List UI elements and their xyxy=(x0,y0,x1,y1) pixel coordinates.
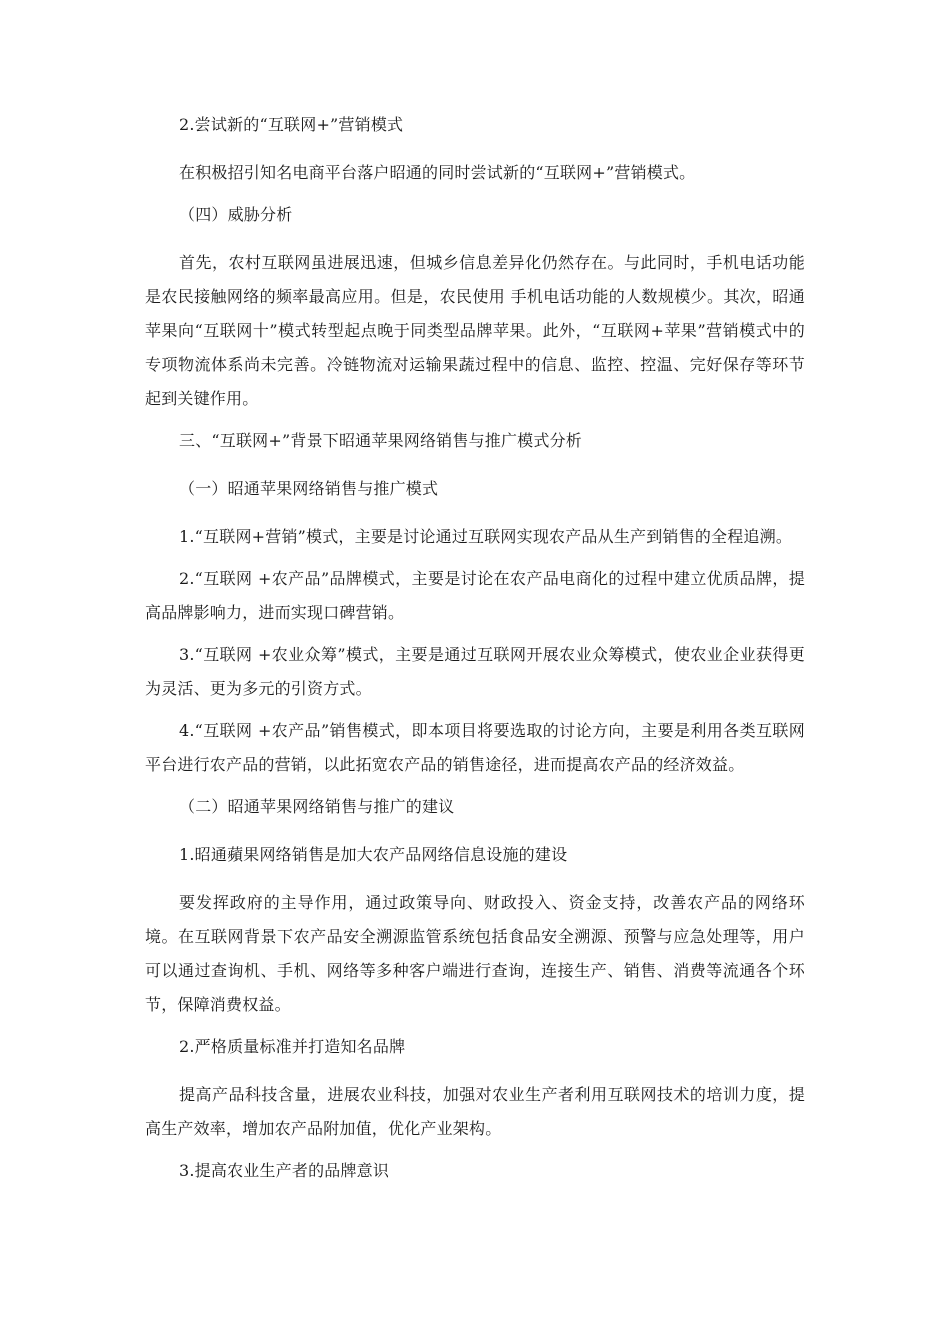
list-item-model-4: 4.“互联网 +农产品”销售模式，即本项目将要选取的讨论方向，主要是利用各类互联网平台进行农产品的营销，以此拓宽农产品的销售途径，进而提高农产品的经济效益。 xyxy=(145,721,805,774)
section-heading-suggestions: （二）昭通苹果网络销售与推广的建议 xyxy=(179,797,455,816)
subsection-heading-quality-brand: 2.严格质量标准并打造知名品牌 xyxy=(179,1037,406,1056)
list-item-model-1: 1.“互联网+营销”模式，主要是讨论通过互联网实现农产品从生产到销售的全程追溯。 xyxy=(179,527,793,546)
section-heading-threat-analysis: （四）威胁分析 xyxy=(179,205,293,224)
subsection-heading-internet-plus-marketing: 2.尝试新的“互联网+”营销模式 xyxy=(179,115,404,134)
document-body xyxy=(145,108,805,1202)
list-item-model-3: 3.“互联网 +农业众筹”模式，主要是通过互联网开展农业众筹模式，使农业企业获得更为灵活、更为多元的引资方式。 xyxy=(145,645,805,698)
body-paragraph: 要发挥政府的主导作用，通过政策导向、财政投入、资金支持，改善农产品的网络环境。在互联网背景下农产品安全溯源监管系统包括食品安全溯源、预警与应急处理等，用户可以通过查询机、手机、网络等多种客户端进行查询，连接生产、销售、消费等流通各个环节，保障消费权益。 xyxy=(145,893,805,1014)
chapter-heading-three: 三、“互联网+”背景下昭通苹果网络销售与推广模式分析 xyxy=(179,431,582,450)
subsection-heading-brand-awareness: 3.提高农业生产者的品牌意识 xyxy=(179,1161,390,1180)
list-item-model-2: 2.“互联网 +农产品”品牌模式，主要是讨论在农产品电商化的过程中建立优质品牌，提高品牌影响力，进而实现口碑营销。 xyxy=(145,569,805,622)
body-paragraph: 提高产品科技含量，进展农业科技，加强对农业生产者利用互联网技术的培训力度，提高生产效率，增加农产品附加值，优化产业架构。 xyxy=(145,1085,805,1138)
body-paragraph: 在积极招引知名电商平台落户昭通的同时尝试新的“互联网+”营销模式。 xyxy=(179,163,696,182)
body-paragraph: 首先，农村互联网虽进展迅速，但城乡信息差异化仍然存在。与此同时，手机电话功能是农民接触网络的频率最高应用。但是，农民使用 手机电话功能的人数规模少。其次，昭通苹果向“互联网十”模式转型起点晚于同类型品牌苹果。此外，“互联网+苹果”营销模式中的专项物流体系尚未完善。冷链物流对运输果蔬过程中的信息、监控、控温、完好保存等环节起到关键作用。 xyxy=(145,253,805,408)
subsection-heading-infrastructure: 1.昭通蘋果网络销售是加大农产品网络信息设施的建设 xyxy=(179,845,568,864)
section-heading-sales-models: （一）昭通苹果网络销售与推广模式 xyxy=(179,479,439,498)
